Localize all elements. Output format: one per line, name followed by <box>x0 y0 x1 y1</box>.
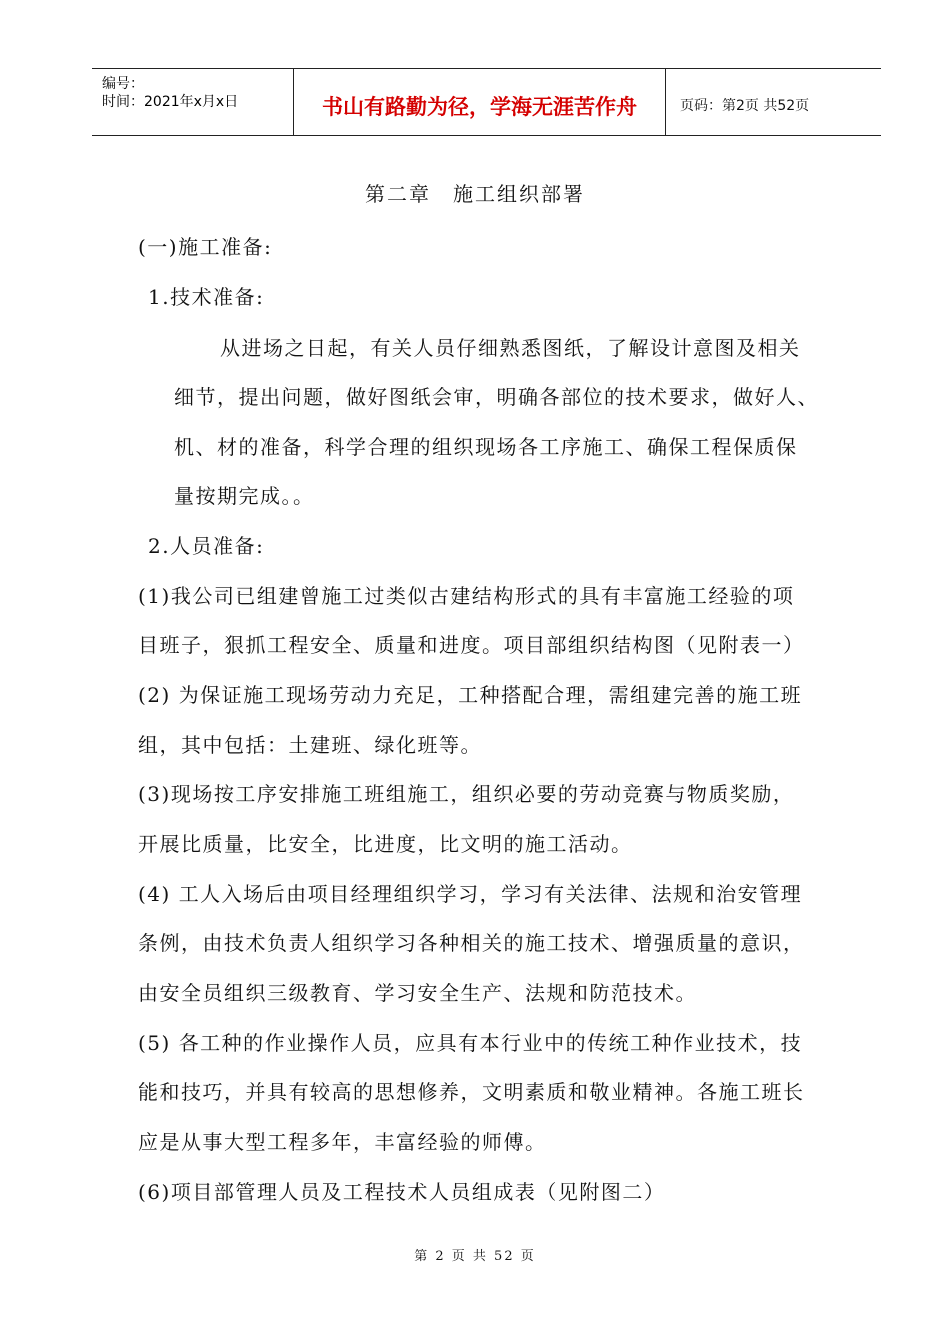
paragraph-line: 组，其中包括：土建班、绿化班等。 <box>138 733 482 757</box>
header-info-cell <box>92 69 294 135</box>
header-motto-cell <box>294 69 666 135</box>
subsection-heading: 2.人员准备: <box>148 534 265 558</box>
paragraph-line: 从进场之日起，有关人员仔细熟悉图纸，了解设计意图及相关 <box>220 336 801 360</box>
chapter-title: 第二章 施工组织部署 <box>365 182 585 206</box>
header-motto: 书山有路勤为径，学海无涯苦作舟 <box>322 95 637 119</box>
paragraph-line: 由安全员组织三级教育、学习安全生产、法规和防范技术。 <box>138 981 697 1005</box>
header-page-cell <box>666 69 881 135</box>
paragraph-line: (1)我公司已组建曾施工过类似古建结构形式的具有丰富施工经验的项 <box>138 584 795 608</box>
paragraph-line: 机、材的准备，科学合理的组织现场各工序施工、确保工程保质保 <box>174 435 798 459</box>
page-footer: 第 2 页 共 52 页 <box>414 1249 536 1264</box>
paragraph-line: (6)项目部管理人员及工程技术人员组成表（见附图二） <box>138 1180 666 1204</box>
document-number-label: 编号： <box>102 76 144 92</box>
paragraph-line: 细节，提出问题，做好图纸会审，明确各部位的技术要求，做好人、 <box>174 385 819 409</box>
subsection-heading: 1.技术准备: <box>148 285 265 309</box>
section-heading: (一)施工准备: <box>138 235 273 259</box>
page-header-table <box>92 68 881 136</box>
paragraph-line: (4) 工人入场后由项目经理组织学习，学习有关法律、法规和治安管理 <box>138 882 803 906</box>
paragraph-line: (2) 为保证施工现场劳动力充足，工种搭配合理，需组建完善的施工班 <box>138 683 803 707</box>
paragraph-line: 应是从事大型工程多年，丰富经验的师傅。 <box>138 1130 547 1154</box>
document-time-label: 时间：2021年x月x日 <box>102 94 239 110</box>
paragraph-line: 开展比质量，比安全，比进度，比文明的施工活动。 <box>138 832 633 856</box>
paragraph-line: (5) 各工种的作业操作人员，应具有本行业中的传统工种作业技术，技 <box>138 1031 803 1055</box>
paragraph-line: 量按期完成。。 <box>174 484 315 508</box>
paragraph-line: (3)现场按工序安排施工班组施工，组织必要的劳动竞赛与物质奖励， <box>138 782 795 806</box>
paragraph-line: 目班子，狠抓工程安全、质量和进度。项目部组织结构图（见附表一） <box>138 633 805 657</box>
paragraph-line: 能和技巧，并具有较高的思想修养，文明素质和敬业精神。各施工班长 <box>138 1080 805 1104</box>
header-page-info: 页码：第2页 共52页 <box>680 98 810 114</box>
paragraph-line: 条例，由技术负责人组织学习各种相关的施工技术、增强质量的意识， <box>138 931 805 955</box>
